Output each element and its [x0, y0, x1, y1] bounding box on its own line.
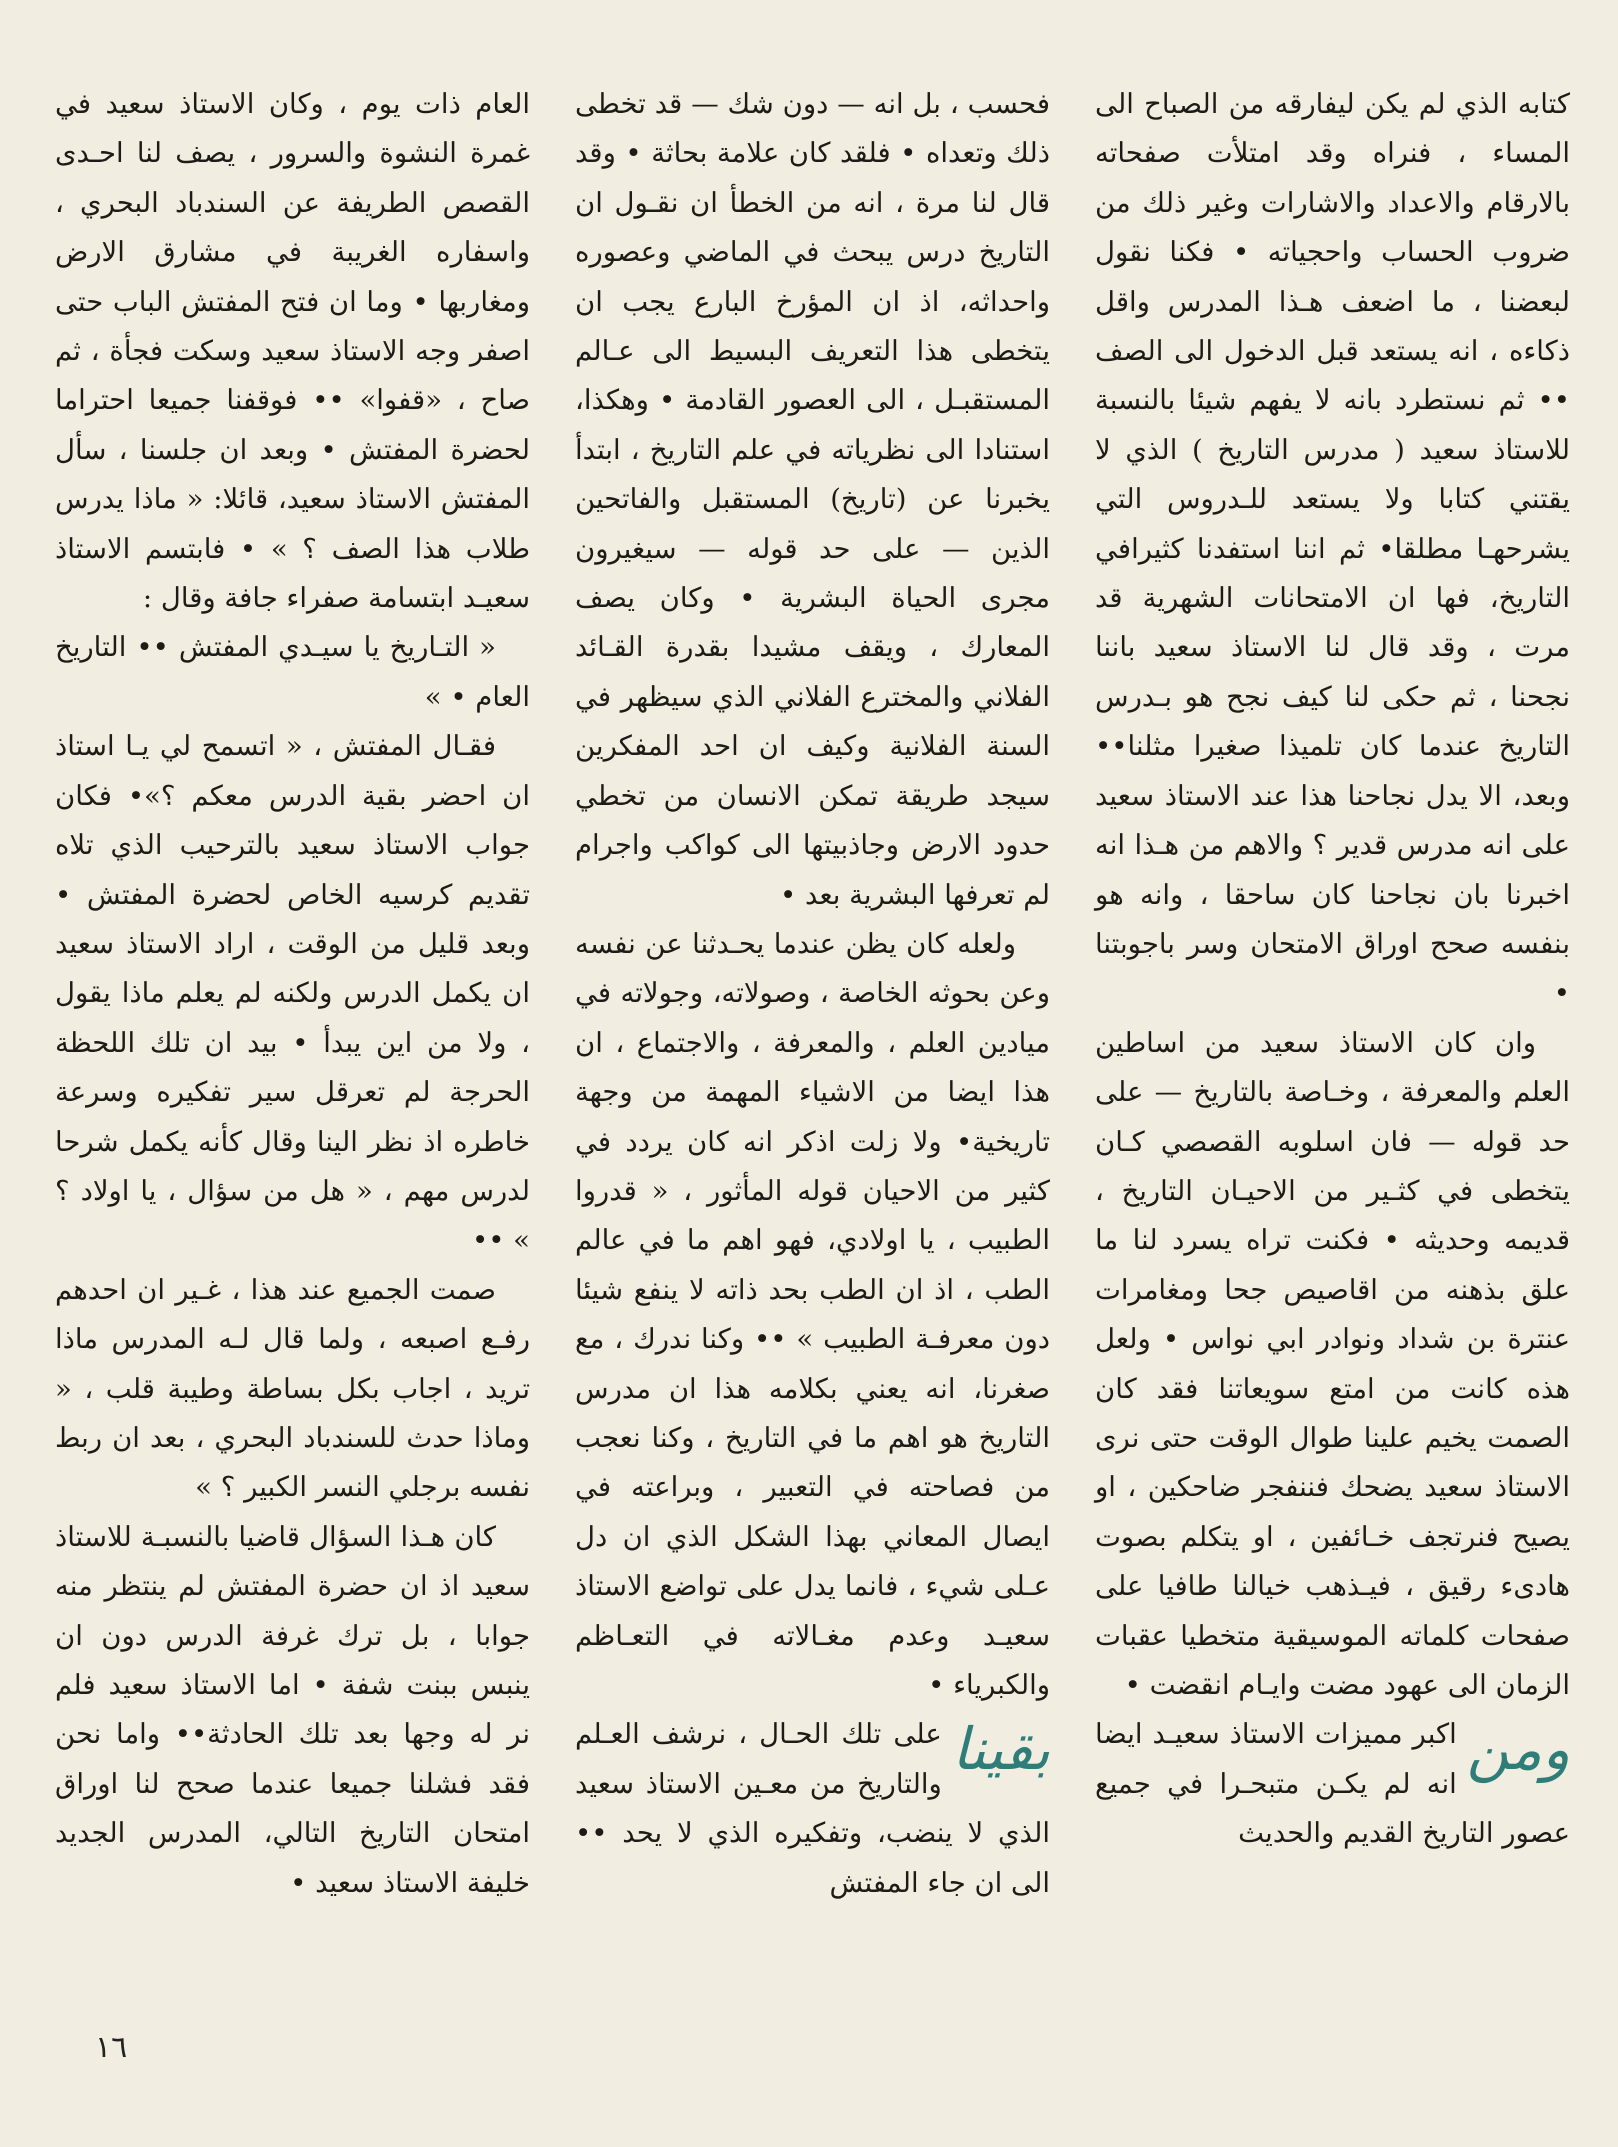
paragraph-text: اكبر مميزات الاستاذ سعيـد ايضا انه لم يكـن متبحـرا في جميع عصور التاريخ القديم والحديث — [1095, 1718, 1570, 1850]
paragraph-text: على تلك الحـال ، نرشف العـلم والتاريخ من معـين الاستاذ سعيد الذي لا ينضب، وتفكيره الذي لا يحد •• الى ان جاء المفتش — [575, 1718, 1050, 1899]
column-left — [55, 80, 530, 2000]
column-right — [1095, 80, 1570, 2000]
paragraph: « التـاريخ يا سيـدي المفتش •• التاريخ العام • » — [55, 631, 530, 713]
paragraph-with-dropcap — [1095, 1710, 1570, 1858]
page-number: ١٦ — [95, 2030, 128, 2065]
paragraph: صمت الجميع عند هذا ، غـير ان احدهم رفـع اصبعه ، ولما قال لـه المدرس ماذا تريد ، اجاب بكل بساطة وطيبة قلب ، « وماذا حدث للسندباد البحري ، بعد ان ربط نفسه برجلي النسر الكبير ؟ » — [55, 1273, 530, 1504]
paragraph: فقـال المفتش ، « اتسمح لي يـا استاذ ان احضر بقية الدرس معكم ؟»• فكان جواب الاستاذ سعيد بالترحيب الذي تلاه تقديم كرسيه الخاص لحضرة المفتش • وبعد قليل من الوقت ، اراد الاستاذ سعيد ان يكمل الدرس ولكنه لم يعلم ماذا يقول ، ولا من اين يبدأ • بيد ان تلك اللحظة الحرجة لم تعرقل سير تفكيره وسرعة خاطره اذ نظر الينا وقال كأنه يكمل شرحا لدرس مهم ، « هل من سؤال ، يا اولاد ؟ » •• — [55, 730, 530, 1257]
paragraph: فحسب ، بل انه — دون شك — قد تخطى ذلك وتعداه • فلقد كان علامة بحاثة • وقد قال لنا مرة ، انه من الخطأ ان نقـول ان التاريخ درس يبحث في الماضي وعصوره واحداثه، اذ ان المؤرخ البارع يجب ان يتخطى هذا التعريف البسيط الى عـالم المستقبـل ، الى العصور القادمة • وهكذا، استنادا الى نظرياته في علم التاريخ ، ابتدأ يخبرنا عن (تاريخ) المستقبل والفاتحين الذين — على حد قوله — سيغيرون مجرى الحياة البشرية • وكان يصف المعارك ، ويقف مشيدا بقدرة القـائد الفلاني والمخترع الفلاني الذي سيظهر في السنة الفلانية وكيف ان احد المفكرين سيجد طريقة تمكن الانسان من تخطي حدود الارض وجاذبيتها الى كواكب واجرام لم تعرفها البشرية بعد • — [575, 88, 1050, 911]
dropcap-word: ومن — [1466, 1715, 1570, 1784]
column-middle — [575, 80, 1050, 2000]
dropcap-word: بقينا — [951, 1715, 1050, 1784]
paragraph: كتابه الذي لم يكن ليفارقه من الصباح الى المساء ، فنراه وقد امتلأت صفحاته بالارقام والاعداد والاشارات وغير ذلك من ضروب الحساب واحجياته • فكنا نقول لبعضنا ، ما اضعف هـذا المدرس واقل ذكاءه ، انه يستعد قبل الدخول الى الصف •• ثم نستطرد بانه لا يفهم شيئا بالنسبة للاستاذ سعيد ( مدرس التاريخ ) الذي لا يقتني كتابا ولا يستعد للـدروس التي يشرحهـا مطلقا• ثم اننا استفدنا كثيرافي التاريخ، فها ان الامتحانات الشهرية قد مرت ، وقد قال لنا الاستاذ سعيد باننا نجحنا ، ثم حكى لنا كيف نجح هو بـدرس التاريخ عندما كان تلميذا صغيرا مثلنا•• وبعد، الا يدل نجاحنا هذا عند الاستاذ سعيد على انه مدرس قدير ؟ والاهم من هـذا انه اخبرنا بان نجاحنا كان ساحقا ، وانه هو بنفسه صحح اوراق الامتحان وسر باجوبتنا • — [1095, 88, 1570, 1010]
paragraph-with-dropcap — [575, 1710, 1050, 1908]
paragraph: وان كان الاستاذ سعيد من اساطين العلم والمعرفة ، وخـاصة بالتاريخ — على حد قوله — فان اسلوبه القصصي كـان يتخطى في كثـير من الاحيـان التاريخ ، قديمه وحديثه • فكنت تراه يسرد لنا ما علق بذهنه من اقاصيص جحا ومغامرات عنترة بن شداد ونوادر ابي نواس • ولعل هذه كانت من امتع سويعاتنا فقد كان الصمت يخيم علينا طوال الوقت حتى نرى الاستاذ سعيد يضحك فننفجر ضاحكين ، او يصيح فنرتجف خـائفين ، او يتكلم بصوت هادىء رقيق ، فيـذهب خيالنا طافيا على صفحات كلماته الموسيقية متخطيا عقبات الزمان الى عهود مضت وايـام انقضت • — [1095, 1026, 1570, 1701]
paragraph: العام ذات يوم ، وكان الاستاذ سعيد في غمرة النشوة والسرور ، يصف لنا احـدى القصص الطريفة عن السندباد البحري ، واسفاره الغريبة في مشارق الارض ومغاربها • وما ان فتح المفتش الباب حتى اصفر وجه الاستاذ سعيد وسكت فجأة ، ثم صاح ، «قفوا» •• فوقفنا جميعا احتراما لحضرة المفتش • وبعد ان جلسنا ، سأل المفتش الاستاذ سعيد، قائلا: « ماذا يدرس طلاب هذا الصف ؟ » • فابتسم الاستاذ سعيـد ابتسامة صفراء جافة وقال : — [55, 88, 530, 615]
paragraph: ولعله كان يظن عندما يحـدثنا عن نفسه وعن بحوثه الخاصة ، وصولاته، وجولاته في ميادين العلم ، والمعرفة ، والاجتماع ، ان هذا ايضا من الاشياء المهمة من وجهة تاريخية• ولا زلت اذكر انه كان يردد في كثير من الاحيان قوله المأثور ، « قدروا الطبيب ، يا اولادي، فهو اهم ما في عالم الطب ، اذ ان الطب بحد ذاته لا ينفع شيئا دون معرفـة الطبيب » •• وكنا ندرك ، مع صغرنا، انه يعني بكلامه هذا ان مدرس التاريخ هو اهم ما في التاريخ ، وكنا نعجب من فصاحته في التعبير ، وبراعته في ايصال المعاني بهذا الشكل الذي ان دل عـلى شيء ، فانما يدل على تواضع الاستاذ سعيـد وعدم مغـالاته في التعـاظم والكبرياء • — [575, 927, 1050, 1701]
paragraph: كان هـذا السؤال قاضيا بالنسبـة للاستاذ سعيد اذ ان حضرة المفتش لم ينتظر منه جوابا ، بل ترك غرفة الدرس دون ان ينبس ببنت شفة • اما الاستاذ سعيد فلم نر له وجها بعد تلك الحادثة•• واما نحن فقد فشلنا جميعا عندما صحح لنا اوراق امتحان التاريخ التالي، المدرس الجديد خليفة الاستاذ سعيد • — [55, 1520, 530, 1899]
article-page — [55, 80, 1570, 2000]
